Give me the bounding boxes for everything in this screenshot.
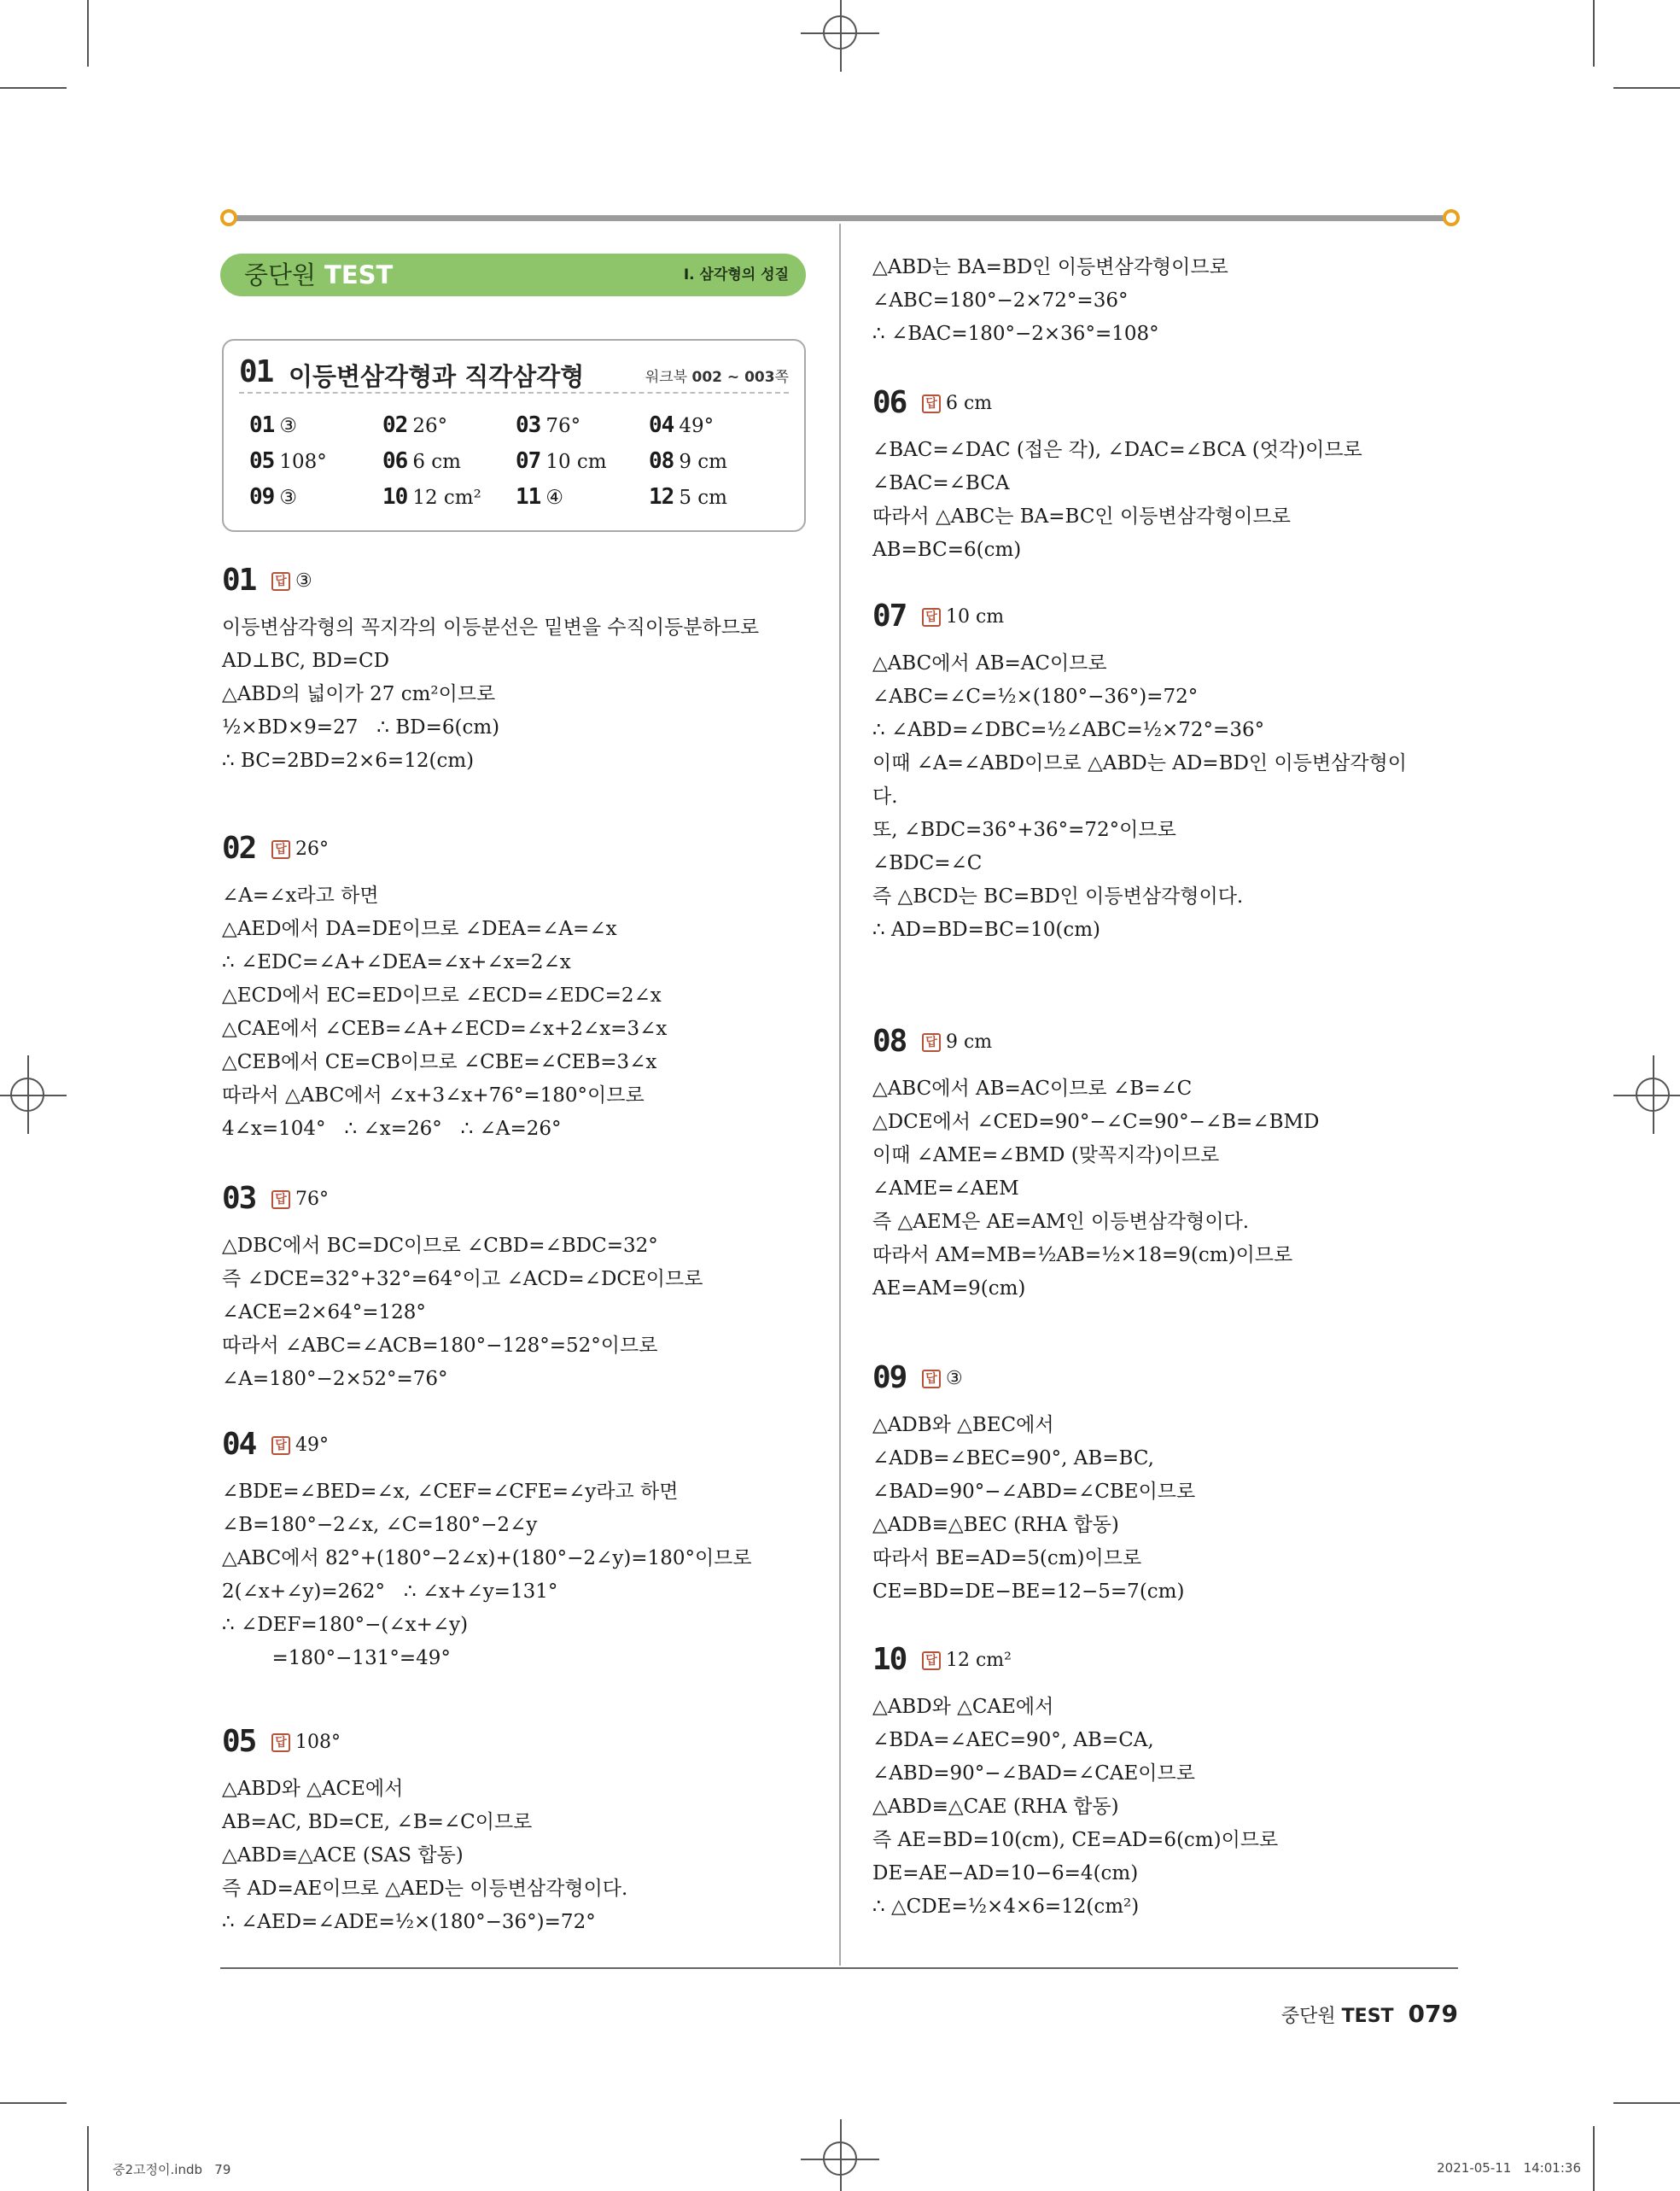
solution-line: AB=BC=6(cm) (872, 539, 1022, 561)
summary-answer-number: 01 (249, 412, 275, 438)
solution-header (872, 1639, 1461, 1687)
solution-block (222, 560, 811, 778)
solution-line: AE=AM=9(cm) (872, 1277, 1026, 1300)
summary-answer-number: 11 (516, 484, 541, 510)
summary-answer-value: 10 cm (545, 451, 607, 473)
solution-line: 따라서 △ABC에서 ∠x+3∠x+76°=180°이므로 (222, 1084, 645, 1107)
solution-header (222, 1424, 811, 1472)
solution-line: ∠AME=∠AEM (872, 1177, 1019, 1200)
solution-line: △ABD와 △CAE에서 (872, 1696, 1054, 1718)
solution-line: AB=AC, BD=CE, ∠B=∠C이므로 (222, 1811, 533, 1833)
footer-label: 중단원 (1280, 2006, 1336, 2027)
solution-body (222, 1773, 811, 1939)
summary-answer-value: 12 cm² (412, 487, 481, 509)
problem-answer: 26° (295, 838, 329, 860)
summary-answer-number: 05 (249, 448, 275, 474)
summary-answer-value: 26° (412, 415, 448, 437)
problem-answer: 10 cm (946, 606, 1005, 628)
summary-answer-value: 49° (679, 415, 715, 437)
solution-line: △DBC에서 BC=DC이므로 ∠CBD=∠BDC=32° (222, 1235, 658, 1257)
summary-number: 01 (239, 354, 273, 389)
solution-line: ∠BAD=90°−∠ABD=∠CBE이므로 (872, 1481, 1196, 1503)
solution-body (872, 647, 1461, 947)
solution-line: △ADB≡△BEC (RHA 합동) (872, 1514, 1119, 1536)
solution-line: ∠BDC=∠C (872, 852, 983, 874)
solution-line: ∠ABC=∠C=½×(180°−36°)=72° (872, 686, 1199, 708)
section-title-main: TEST (324, 260, 394, 289)
solution-line: △ABD는 BA=BD인 이등변삼각형이므로 (872, 256, 1228, 278)
summary-answer-number: 03 (516, 412, 541, 438)
solution-block (872, 596, 1461, 947)
solution-block (872, 248, 1461, 351)
solution-line: △CEB에서 CE=CB이므로 ∠CBE=∠CEB=3∠x (222, 1051, 657, 1073)
summary-row (249, 407, 787, 443)
crop-mark (87, 2126, 89, 2191)
solution-line: ∠ABD=90°−∠BAD=∠CAE이므로 (872, 1762, 1195, 1785)
problem-answer: 108° (295, 1732, 341, 1753)
solution-line: ∠ADB=∠BEC=90°, AB=BC, (872, 1447, 1154, 1469)
summary-row (249, 479, 787, 515)
summary-answer (249, 479, 297, 516)
solution-header (222, 560, 811, 608)
solution-line: 이등변삼각형의 꼭지각의 이등분선은 밑변을 수직이등분하므로 (222, 616, 760, 639)
answer-icon: 답 (922, 394, 941, 413)
solution-line: △ABD와 △ACE에서 (222, 1778, 404, 1800)
problem-number: 05 (222, 1724, 256, 1759)
problem-number: 06 (872, 385, 907, 420)
bottom-rule (220, 1967, 1458, 1969)
rule-dot-icon (1443, 209, 1460, 226)
problem-answer: 12 cm² (946, 1650, 1012, 1671)
summary-answer-number: 06 (382, 448, 408, 474)
summary-title: 이등변삼각형과 직각삼각형 (289, 362, 585, 391)
solution-line: ∠ACE=2×64°=128° (222, 1301, 426, 1323)
registration-mark-icon (10, 1078, 44, 1112)
solution-body (872, 434, 1461, 567)
solution-header (872, 383, 1461, 430)
answer-icon: 답 (271, 1190, 290, 1209)
answer-icon: 답 (271, 840, 290, 859)
solution-header (222, 1721, 811, 1769)
print-timestamp: 2021-05-11 14:01:36 (1437, 2160, 1581, 2176)
problem-number: 07 (872, 599, 907, 634)
page-number: 079 (1408, 2000, 1458, 2028)
problem-answer: 9 cm (946, 1031, 993, 1053)
answer-icon: 답 (922, 608, 941, 627)
summary-answer-number: 02 (382, 412, 408, 438)
summary-answer (516, 443, 607, 480)
summary-answer-number: 08 (649, 448, 674, 474)
answer-icon: 답 (922, 1033, 941, 1052)
problem-answer: 49° (295, 1434, 329, 1456)
summary-answer (516, 479, 563, 516)
solution-body (872, 251, 1461, 351)
crop-mark (87, 0, 89, 67)
problem-number: 01 (222, 563, 256, 598)
solution-body (872, 1691, 1461, 1924)
solution-line: ∴ ∠AED=∠ADE=½×(180°−36°)=72° (222, 1911, 596, 1933)
problem-number: 10 (872, 1642, 907, 1677)
solution-body (872, 1072, 1461, 1306)
summary-answer-number: 04 (649, 412, 674, 438)
solution-line: ∠A=∠x라고 하면 (222, 885, 379, 907)
summary-answer (649, 407, 714, 444)
section-title (244, 254, 393, 296)
solution-line: ∠BAC=∠DAC (접은 각), ∠DAC=∠BCA (엇각)이므로 (872, 439, 1362, 461)
solution-line: ∴ BC=2BD=2×6=12(cm) (222, 750, 475, 772)
solution-line: ∴ ∠DEF=180°−(∠x+∠y) (222, 1614, 469, 1636)
solution-line: 2(∠x+∠y)=262° ∴ ∠x+∠y=131° (222, 1580, 558, 1603)
solution-line: ∴ ∠EDC=∠A+∠DEA=∠x+∠x=2∠x (222, 951, 571, 973)
solution-body (872, 1409, 1461, 1609)
workbook-suffix: 쪽 (774, 369, 789, 386)
solution-line: △ABD의 넓이가 27 cm²이므로 (222, 683, 496, 705)
solution-body (222, 879, 811, 1146)
solution-line: 4∠x=104° ∴ ∠x=26° ∴ ∠A=26° (222, 1118, 562, 1140)
crop-mark (1593, 0, 1595, 67)
problem-number: 09 (872, 1360, 907, 1395)
problem-answer: 6 cm (946, 393, 993, 414)
summary-answer (649, 479, 727, 516)
solution-line: DE=AE−AD=10−6=4(cm) (872, 1862, 1139, 1884)
solution-line: 즉 ∠DCE=32°+32°=64°이고 ∠ACD=∠DCE이므로 (222, 1268, 703, 1290)
summary-answer-value: 5 cm (679, 487, 727, 509)
problem-answer: 76° (295, 1189, 329, 1210)
solution-line: ∠BDA=∠AEC=90°, AB=CA, (872, 1729, 1154, 1751)
solution-line: ∠BDE=∠BED=∠x, ∠CEF=∠CFE=∠y라고 하면 (222, 1481, 679, 1503)
summary-answer (382, 443, 461, 480)
summary-answer (249, 407, 297, 444)
summary-answer-number: 07 (516, 448, 541, 474)
solution-body (222, 1230, 811, 1396)
solution-line: △ABC에서 AB=AC이므로 (872, 652, 1107, 675)
solution-line: ∠BAC=∠BCA (872, 472, 1010, 494)
answer-icon: 답 (922, 1370, 941, 1388)
crop-mark (1613, 87, 1680, 89)
top-rule (229, 215, 1451, 221)
solution-line: △DCE에서 ∠CED=90°−∠C=90°−∠B=∠BMD (872, 1111, 1320, 1133)
solution-line: 따라서 ∠ABC=∠ACB=180°−128°=52°이므로 (222, 1335, 658, 1357)
solution-line: 따라서 BE=AD=5(cm)이므로 (872, 1547, 1142, 1569)
solution-body (222, 611, 811, 778)
solution-line: 즉 AD=AE이므로 △AED는 이등변삼각형이다. (222, 1878, 628, 1900)
solution-line: △ADB와 △BEC에서 (872, 1414, 1054, 1436)
solution-header (222, 1178, 811, 1226)
summary-answer (382, 407, 447, 444)
problem-answer: ③ (295, 570, 312, 592)
summary-answer-value: 9 cm (679, 451, 727, 473)
solution-header (872, 1021, 1461, 1069)
section-header-band (220, 254, 806, 296)
summary-answer-value: 76° (545, 415, 581, 437)
solution-line: =180°−131°=49° (222, 1647, 451, 1669)
section-subtitle: I. 삼각형의 성질 (683, 266, 789, 283)
summary-answer (516, 407, 580, 444)
summary-row (249, 443, 787, 479)
solution-line: 또, ∠BDC=36°+36°=72°이므로 (872, 819, 1176, 841)
solution-line: ∴ ∠ABD=∠DBC=½∠ABC=½×72°=36° (872, 719, 1265, 741)
solution-header (222, 828, 811, 876)
page-footer (1281, 2000, 1458, 2028)
solution-line: 즉 △BCD는 BC=BD인 이등변삼각형이다. (872, 885, 1244, 908)
solution-block (222, 1721, 811, 1939)
summary-answer-value: 108° (279, 451, 327, 473)
print-filename: 중2고정이.indb 79 (113, 2162, 231, 2177)
solution-line: ∴ △CDE=½×4×6=12(cm²) (872, 1896, 1140, 1918)
workbook-label: 워크북 (645, 369, 688, 386)
solution-line: 다. (872, 786, 898, 808)
solution-block (222, 1178, 811, 1396)
summary-answer-number: 10 (382, 484, 408, 510)
workbook-reference (645, 365, 789, 386)
registration-mark-icon (1636, 1078, 1670, 1112)
summary-answer (249, 443, 327, 480)
summary-answer (649, 443, 727, 480)
rule-dot-icon (220, 209, 237, 226)
workbook-pages: 002 ~ 003 (691, 369, 775, 386)
solution-line: 따라서 AM=MB=½AB=½×18=9(cm)이므로 (872, 1244, 1293, 1266)
solution-line: 따라서 △ABC는 BA=BC인 이등변삼각형이므로 (872, 505, 1291, 528)
problem-number: 03 (222, 1181, 256, 1216)
solution-line: ∴ AD=BD=BC=10(cm) (872, 919, 1100, 941)
solution-header (872, 1358, 1461, 1405)
summary-answer-value: ④ (545, 487, 563, 509)
solution-block (872, 1021, 1461, 1306)
summary-answer-number: 12 (649, 484, 674, 510)
answer-icon: 답 (271, 1436, 290, 1455)
registration-mark-icon (823, 2141, 857, 2176)
solution-line: CE=BD=DE−BE=12−5=7(cm) (872, 1580, 1185, 1603)
solution-block (872, 1639, 1461, 1924)
solution-line: △CAE에서 ∠CEB=∠A+∠ECD=∠x+2∠x=3∠x (222, 1018, 668, 1040)
solution-line: ∠ABC=180°−2×72°=36° (872, 289, 1129, 312)
summary-answer (382, 479, 481, 516)
summary-answer-value: 6 cm (412, 451, 461, 473)
solution-line: ∴ ∠BAC=180°−2×36°=108° (872, 323, 1159, 345)
problem-number: 08 (872, 1024, 907, 1059)
summary-answer-grid (249, 407, 787, 515)
summary-answer-value: ③ (279, 487, 297, 509)
solution-line: ½×BD×9=27 ∴ BD=6(cm) (222, 716, 500, 739)
solution-block (222, 1424, 811, 1675)
solution-line: 이때 ∠A=∠ABD이므로 △ABD는 AD=BD인 이등변삼각형이 (872, 752, 1407, 774)
answer-icon: 답 (271, 572, 290, 591)
crop-mark (0, 87, 67, 89)
answer-icon: 답 (271, 1733, 290, 1752)
solution-line: ∠B=180°−2∠x, ∠C=180°−2∠y (222, 1514, 538, 1536)
solution-line: △ABC에서 AB=AC이므로 ∠B=∠C (872, 1078, 1193, 1100)
solution-block (222, 828, 811, 1146)
solution-block (872, 1358, 1461, 1609)
section-title-prefix: 중단원 (244, 260, 317, 289)
solution-line: 이때 ∠AME=∠BMD (맞꼭지각)이므로 (872, 1144, 1220, 1166)
problem-answer: ③ (946, 1368, 963, 1389)
solution-body (222, 1475, 811, 1675)
solution-line: 즉 AE=BD=10(cm), CE=AD=6(cm)이므로 (872, 1829, 1279, 1851)
footer-label-bold: TEST (1341, 2006, 1394, 2027)
summary-answer-value: ③ (279, 415, 297, 437)
crop-mark (1613, 2102, 1680, 2104)
solution-line: △ABC에서 82°+(180°−2∠x)+(180°−2∠y)=180°이므로 (222, 1547, 752, 1569)
answer-icon: 답 (922, 1651, 941, 1670)
registration-mark-icon (823, 15, 857, 50)
problem-number: 04 (222, 1427, 256, 1462)
solution-line: AD⊥BC, BD=CD (222, 650, 390, 672)
solution-line: ∠A=180°−2×52°=76° (222, 1368, 448, 1390)
crop-mark (1593, 2126, 1595, 2191)
column-divider (839, 224, 841, 1966)
crop-mark (0, 2102, 67, 2104)
solution-line: △AED에서 DA=DE이므로 ∠DEA=∠A=∠x (222, 918, 617, 940)
solution-header (872, 596, 1461, 644)
problem-number: 02 (222, 831, 256, 866)
solution-block (872, 383, 1461, 567)
summary-header (239, 353, 789, 394)
summary-answer-number: 09 (249, 484, 275, 510)
solution-line: △ABD≡△CAE (RHA 합동) (872, 1796, 1119, 1818)
solution-line: △ECD에서 EC=ED이므로 ∠ECD=∠EDC=2∠x (222, 984, 662, 1007)
solution-line: △ABD≡△ACE (SAS 합동) (222, 1844, 464, 1867)
answer-summary-box (222, 339, 806, 532)
solution-line: 즉 △AEM은 AE=AM인 이등변삼각형이다. (872, 1211, 1250, 1233)
